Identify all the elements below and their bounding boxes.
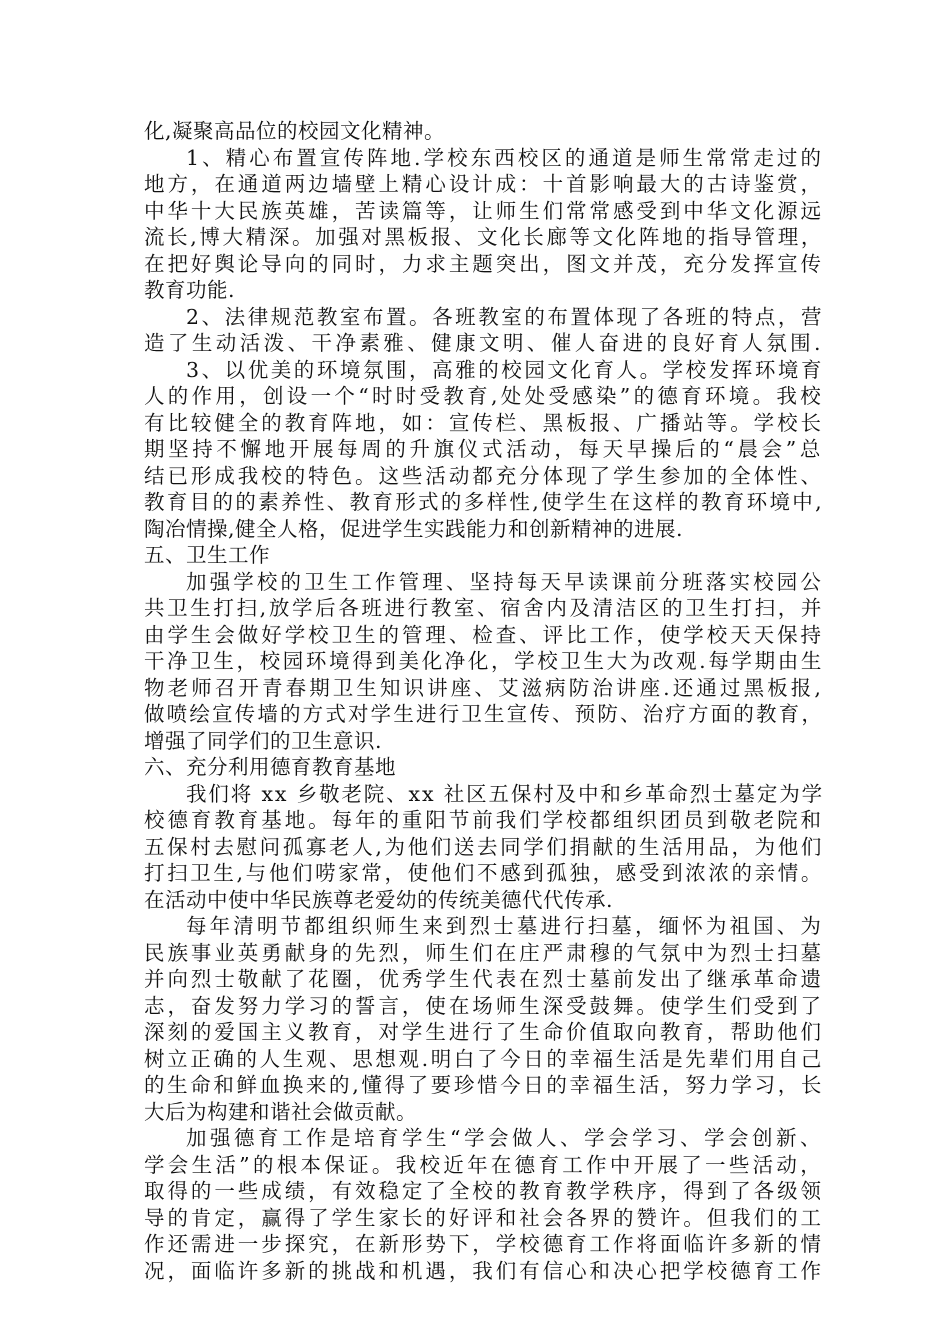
text-line: 五保村去慰问孤寡老人,为他们送去同学们捐献的生活用品，为他们 bbox=[144, 834, 824, 859]
text-line: 由学生会做好学校卫生的管理、检查、评比工作，使学校天天保持 bbox=[144, 622, 824, 647]
text-line: 在活动中使中华民族尊老爱幼的传统美德代代传承. bbox=[144, 887, 614, 912]
text-line: 教育目的的素养性、教育形式的多样性,使学生在这样的教育环境中, bbox=[144, 490, 824, 514]
text-line: 中华十大民族英雄，苦读篇等，让师生们常常感受到中华文化源远 bbox=[144, 198, 824, 223]
text-line: 每年清明节都组织师生来到烈士墓进行扫墓，缅怀为祖国、为 bbox=[186, 914, 824, 938]
text-line: 的生命和鲜血换来的,懂得了要珍惜今日的幸福生活，努力学习，长 bbox=[144, 1073, 824, 1097]
text-line: 增强了同学们的卫生意识. bbox=[144, 728, 383, 753]
text-line: 陶冶情操,健全人格，促进学生实践能力和创新精神的进展. bbox=[144, 516, 684, 541]
text-line: 五、卫生工作 bbox=[144, 543, 270, 567]
text-line: 做喷绘宣传墙的方式对学生进行卫生宣传、预防、治疗方面的教育， bbox=[144, 702, 824, 726]
text-line: 加强德育工作是培育学生“学会做人、学会学习、学会创新、 bbox=[186, 1126, 824, 1150]
text-line: 取得的一些成绩，有效稳定了全校的教育教学秩序，得到了各级领 bbox=[144, 1179, 824, 1203]
text-line: 教育功能. bbox=[144, 278, 236, 302]
text-line: 人的作用，创设一个“时时受教育,处处受感染”的德育环境。我校 bbox=[144, 384, 824, 408]
text-line: 1、精心布置宣传阵地.学校东西校区的通道是师生常常走过的 bbox=[186, 145, 824, 170]
text-line: 大后为构建和谐社会做贡献。 bbox=[144, 1099, 417, 1124]
text-line: 地方，在通道两边墙壁上精心设计成：十首影响最大的古诗鉴赏， bbox=[144, 172, 824, 196]
text-line: 导的肯定，赢得了学生家长的好评和社会各界的赞许。但我们的工 bbox=[144, 1205, 824, 1230]
text-line: 打扫卫生,与他们唠家常，使他们不感到孤独，感受到浓浓的亲情。 bbox=[144, 861, 824, 885]
text-line: 2、法律规范教室布置。各班教室的布置体现了各班的特点，营 bbox=[186, 304, 824, 329]
text-line: 共卫生打扫,放学后各班进行教室、宿舍内及清洁区的卫生打扫，并 bbox=[144, 596, 824, 620]
text-line: 在把好舆论导向的同时，力求主题突出，图文并茂，充分发挥宣传 bbox=[144, 251, 824, 276]
text-line: 深刻的爱国主义教育，对学生进行了生命价值取向教育，帮助他们 bbox=[144, 1020, 824, 1044]
text-line: 化,凝聚高品位的校园文化精神。 bbox=[144, 119, 446, 143]
text-line: 干净卫生，校园环境得到美化净化，学校卫生大为改观.每学期由生 bbox=[144, 649, 824, 673]
text-line: 有比较健全的教育阵地，如：宣传栏、黑板报、广播站等。学校长 bbox=[144, 410, 824, 435]
text-line: 3、以优美的环境氛围，高雅的校园文化育人。学校发挥环境育 bbox=[186, 357, 824, 382]
document-body-text bbox=[144, 118, 824, 1284]
text-line: 并向烈士敬献了花圈，优秀学生代表在烈士墓前发出了继承革命遗 bbox=[144, 967, 824, 991]
text-line: 学会生活”的根本保证。我校近年在德育工作中开展了一些活动， bbox=[144, 1152, 824, 1177]
text-line: 六、充分利用德育教育基地 bbox=[144, 755, 396, 779]
text-line: 物老师召开青春期卫生知识讲座、艾滋病防治讲座.还通过黑板报, bbox=[144, 675, 824, 700]
text-line: 加强学校的卫生工作管理、坚持每天早读课前分班落实校园公 bbox=[186, 569, 824, 594]
text-line: 况，面临许多新的挑战和机遇，我们有信心和决心把学校德育工作 bbox=[144, 1258, 824, 1283]
text-line: 民族事业英勇献身的先烈，师生们在庄严肃穆的气氛中为烈士扫墓 bbox=[144, 940, 824, 965]
text-line: 作还需进一步探究，在新形势下，学校德育工作将面临许多新的情 bbox=[144, 1232, 824, 1256]
text-line: 造了生动活泼、干净素雅、健康文明、催人奋进的良好育人氛围. bbox=[144, 331, 824, 355]
text-line: 树立正确的人生观、思想观.明白了今日的幸福生活是先辈们用自己 bbox=[144, 1046, 824, 1071]
text-line: 志，奋发努力学习的誓言，使在场师生深受鼓舞。使学生们受到了 bbox=[144, 993, 824, 1018]
text-line: 期坚持不懈地开展每周的升旗仪式活动，每天早操后的“晨会”总 bbox=[144, 437, 824, 461]
text-line: 校德育教育基地。每年的重阳节前我们学校都组织团员到敬老院和 bbox=[144, 808, 824, 832]
text-line: 流长,博大精深。加强对黑板报、文化长廊等文化阵地的指导管理， bbox=[144, 225, 824, 249]
text-line: 结已形成我校的特色。这些活动都充分体现了学生参加的全体性、 bbox=[144, 463, 824, 488]
text-line: 我们将 xx 乡敬老院、xx 社区五保村及中和乡革命烈士墓定为学 bbox=[186, 781, 824, 806]
